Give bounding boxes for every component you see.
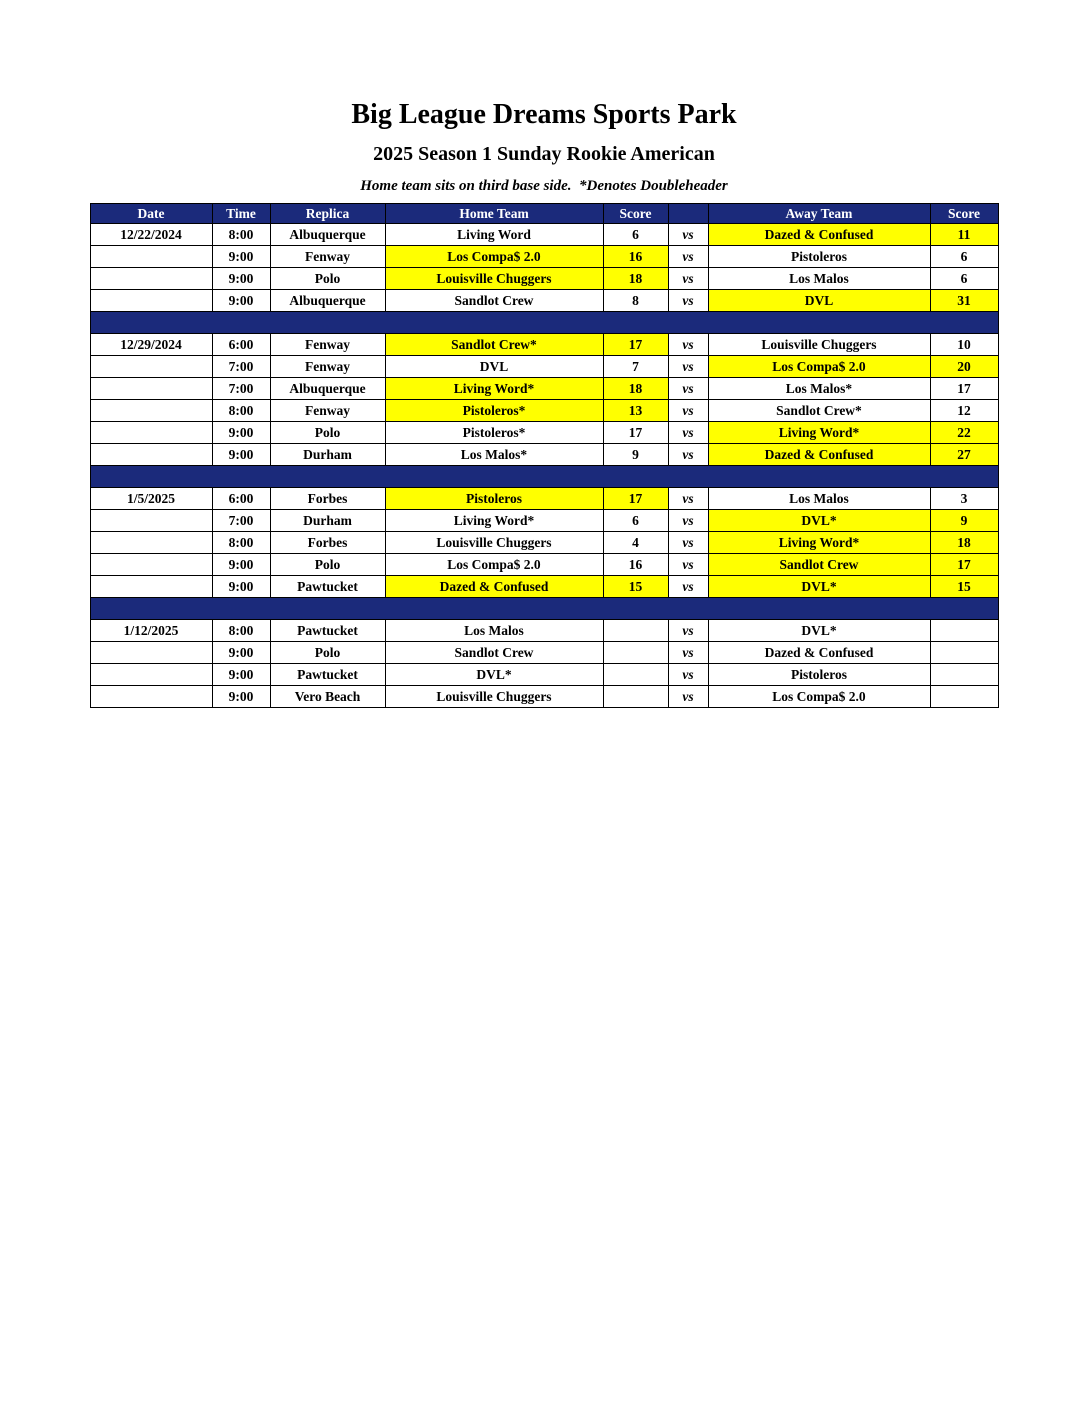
- game-row: [90, 488, 998, 510]
- game-replica: Pawtucket: [270, 620, 385, 642]
- table-header: [90, 204, 998, 224]
- game-date: [90, 290, 212, 312]
- home-team: Sandlot Crew: [385, 642, 603, 664]
- away-score: 20: [930, 356, 998, 378]
- home-team: Louisville Chuggers: [385, 268, 603, 290]
- game-row: [90, 268, 998, 290]
- header-row: [90, 204, 998, 224]
- game-replica: Polo: [270, 554, 385, 576]
- column-header-time: Time: [212, 204, 270, 224]
- separator-row: [90, 466, 998, 488]
- vs-label: vs: [668, 510, 708, 532]
- game-date: [90, 510, 212, 532]
- game-row: [90, 664, 998, 686]
- away-team: Pistoleros: [708, 664, 930, 686]
- separator-row: [90, 312, 998, 334]
- home-team: Los Compa$ 2.0: [385, 246, 603, 268]
- home-score: 15: [603, 576, 668, 598]
- home-team: Pistoleros: [385, 488, 603, 510]
- game-time: 9:00: [212, 576, 270, 598]
- game-time: 9:00: [212, 554, 270, 576]
- vs-label: vs: [668, 290, 708, 312]
- game-time: 7:00: [212, 378, 270, 400]
- game-time: 7:00: [212, 356, 270, 378]
- home-team: Pistoleros*: [385, 400, 603, 422]
- table-body: [90, 224, 998, 708]
- separator-cell: [90, 312, 998, 334]
- game-replica: Pawtucket: [270, 664, 385, 686]
- away-team: Dazed & Confused: [708, 224, 930, 246]
- game-time: 6:00: [212, 334, 270, 356]
- home-score: 9: [603, 444, 668, 466]
- game-date: [90, 246, 212, 268]
- game-time: 9:00: [212, 290, 270, 312]
- game-date: [90, 642, 212, 664]
- home-team: Pistoleros*: [385, 422, 603, 444]
- game-row: [90, 642, 998, 664]
- game-date: 1/5/2025: [90, 488, 212, 510]
- home-score: 16: [603, 246, 668, 268]
- page-title: Big League Dreams Sports Park: [351, 99, 737, 130]
- away-score: 17: [930, 378, 998, 400]
- game-date: [90, 268, 212, 290]
- home-score: 7: [603, 356, 668, 378]
- away-team: Los Malos*: [708, 378, 930, 400]
- home-team: Living Word*: [385, 510, 603, 532]
- game-date: [90, 576, 212, 598]
- column-header-date: Date: [90, 204, 212, 224]
- away-score: 6: [930, 268, 998, 290]
- home-team: Living Word*: [385, 378, 603, 400]
- home-score: [603, 620, 668, 642]
- vs-label: vs: [668, 378, 708, 400]
- game-replica: Forbes: [270, 488, 385, 510]
- home-team: Living Word: [385, 224, 603, 246]
- home-team: Los Malos*: [385, 444, 603, 466]
- away-score: 6: [930, 246, 998, 268]
- game-date: [90, 400, 212, 422]
- schedule-table: [90, 203, 999, 708]
- game-row: [90, 532, 998, 554]
- away-team: Louisville Chuggers: [708, 334, 930, 356]
- game-row: [90, 246, 998, 268]
- home-score: 18: [603, 268, 668, 290]
- away-score: 31: [930, 290, 998, 312]
- home-score: 17: [603, 422, 668, 444]
- game-date: [90, 356, 212, 378]
- home-team: Sandlot Crew*: [385, 334, 603, 356]
- game-row: [90, 290, 998, 312]
- home-score: [603, 664, 668, 686]
- away-score: 17: [930, 554, 998, 576]
- away-team: Pistoleros: [708, 246, 930, 268]
- away-team: Sandlot Crew*: [708, 400, 930, 422]
- game-replica: Albuquerque: [270, 224, 385, 246]
- game-row: [90, 576, 998, 598]
- game-time: 6:00: [212, 488, 270, 510]
- away-score: 22: [930, 422, 998, 444]
- game-row: [90, 686, 998, 708]
- vs-label: vs: [668, 620, 708, 642]
- home-team: DVL*: [385, 664, 603, 686]
- vs-label: vs: [668, 334, 708, 356]
- home-score: [603, 686, 668, 708]
- home-score: [603, 642, 668, 664]
- game-time: 9:00: [212, 268, 270, 290]
- away-team: DVL*: [708, 620, 930, 642]
- home-score: 4: [603, 532, 668, 554]
- game-date: 12/22/2024: [90, 224, 212, 246]
- game-replica: Forbes: [270, 532, 385, 554]
- column-header-score: Score: [930, 204, 998, 224]
- game-row: [90, 510, 998, 532]
- game-replica: Albuquerque: [270, 378, 385, 400]
- away-team: Los Compa$ 2.0: [708, 356, 930, 378]
- vs-label: vs: [668, 686, 708, 708]
- away-team: Los Compa$ 2.0: [708, 686, 930, 708]
- game-time: 8:00: [212, 620, 270, 642]
- away-score: 12: [930, 400, 998, 422]
- game-row: [90, 378, 998, 400]
- away-score: 3: [930, 488, 998, 510]
- away-score: 10: [930, 334, 998, 356]
- game-replica: Vero Beach: [270, 686, 385, 708]
- home-team: Louisville Chuggers: [385, 532, 603, 554]
- column-header-vs: [668, 204, 708, 224]
- home-score: 6: [603, 510, 668, 532]
- vs-label: vs: [668, 576, 708, 598]
- game-replica: Durham: [270, 444, 385, 466]
- game-row: [90, 334, 998, 356]
- vs-label: vs: [668, 246, 708, 268]
- schedule-note: Home team sits on third base side. *Denotes Doubleheader: [360, 177, 728, 194]
- vs-label: vs: [668, 444, 708, 466]
- game-date: 12/29/2024: [90, 334, 212, 356]
- away-score: 9: [930, 510, 998, 532]
- away-team: DVL: [708, 290, 930, 312]
- game-time: 9:00: [212, 422, 270, 444]
- game-date: 1/12/2025: [90, 620, 212, 642]
- game-replica: Pawtucket: [270, 576, 385, 598]
- game-replica: Polo: [270, 268, 385, 290]
- separator-cell: [90, 466, 998, 488]
- away-score: 15: [930, 576, 998, 598]
- vs-label: vs: [668, 268, 708, 290]
- column-header-score: Score: [603, 204, 668, 224]
- vs-label: vs: [668, 664, 708, 686]
- home-team: Los Compa$ 2.0: [385, 554, 603, 576]
- game-replica: Fenway: [270, 246, 385, 268]
- away-score: 18: [930, 532, 998, 554]
- home-score: 6: [603, 224, 668, 246]
- game-date: [90, 532, 212, 554]
- column-header-replica: Replica: [270, 204, 385, 224]
- vs-label: vs: [668, 422, 708, 444]
- vs-label: vs: [668, 400, 708, 422]
- game-time: 9:00: [212, 246, 270, 268]
- page-subtitle: 2025 Season 1 Sunday Rookie American: [373, 142, 715, 165]
- game-date: [90, 554, 212, 576]
- home-score: 16: [603, 554, 668, 576]
- home-score: 17: [603, 488, 668, 510]
- vs-label: vs: [668, 532, 708, 554]
- away-team: Living Word*: [708, 532, 930, 554]
- home-team: Los Malos: [385, 620, 603, 642]
- game-replica: Fenway: [270, 356, 385, 378]
- away-team: Los Malos: [708, 268, 930, 290]
- game-replica: Fenway: [270, 400, 385, 422]
- game-date: [90, 378, 212, 400]
- game-replica: Polo: [270, 422, 385, 444]
- game-row: [90, 400, 998, 422]
- column-header-home-team: Home Team: [385, 204, 603, 224]
- away-score: 11: [930, 224, 998, 246]
- game-replica: Albuquerque: [270, 290, 385, 312]
- vs-label: vs: [668, 488, 708, 510]
- home-team: Louisville Chuggers: [385, 686, 603, 708]
- game-row: [90, 620, 998, 642]
- away-team: DVL*: [708, 510, 930, 532]
- game-row: [90, 356, 998, 378]
- game-time: 9:00: [212, 444, 270, 466]
- away-team: Dazed & Confused: [708, 642, 930, 664]
- separator-cell: [90, 598, 998, 620]
- game-time: 8:00: [212, 532, 270, 554]
- home-team: Dazed & Confused: [385, 576, 603, 598]
- separator-row: [90, 598, 998, 620]
- column-header-away-team: Away Team: [708, 204, 930, 224]
- game-time: 8:00: [212, 400, 270, 422]
- vs-label: vs: [668, 224, 708, 246]
- game-replica: Polo: [270, 642, 385, 664]
- game-date: [90, 422, 212, 444]
- game-time: 9:00: [212, 686, 270, 708]
- game-date: [90, 444, 212, 466]
- home-score: 17: [603, 334, 668, 356]
- game-replica: Fenway: [270, 334, 385, 356]
- game-row: [90, 224, 998, 246]
- vs-label: vs: [668, 356, 708, 378]
- game-time: 8:00: [212, 224, 270, 246]
- away-team: DVL*: [708, 576, 930, 598]
- home-team: DVL: [385, 356, 603, 378]
- home-score: 13: [603, 400, 668, 422]
- away-score: 27: [930, 444, 998, 466]
- game-row: [90, 444, 998, 466]
- away-score: [930, 642, 998, 664]
- home-team: Sandlot Crew: [385, 290, 603, 312]
- game-row: [90, 554, 998, 576]
- game-time: 9:00: [212, 642, 270, 664]
- game-time: 9:00: [212, 664, 270, 686]
- vs-label: vs: [668, 554, 708, 576]
- game-time: 7:00: [212, 510, 270, 532]
- away-score: [930, 620, 998, 642]
- away-score: [930, 686, 998, 708]
- away-team: Los Malos: [708, 488, 930, 510]
- game-replica: Durham: [270, 510, 385, 532]
- away-team: Living Word*: [708, 422, 930, 444]
- game-date: [90, 686, 212, 708]
- vs-label: vs: [668, 642, 708, 664]
- away-team: Sandlot Crew: [708, 554, 930, 576]
- game-date: [90, 664, 212, 686]
- away-team: Dazed & Confused: [708, 444, 930, 466]
- home-score: 18: [603, 378, 668, 400]
- home-score: 8: [603, 290, 668, 312]
- away-score: [930, 664, 998, 686]
- game-row: [90, 422, 998, 444]
